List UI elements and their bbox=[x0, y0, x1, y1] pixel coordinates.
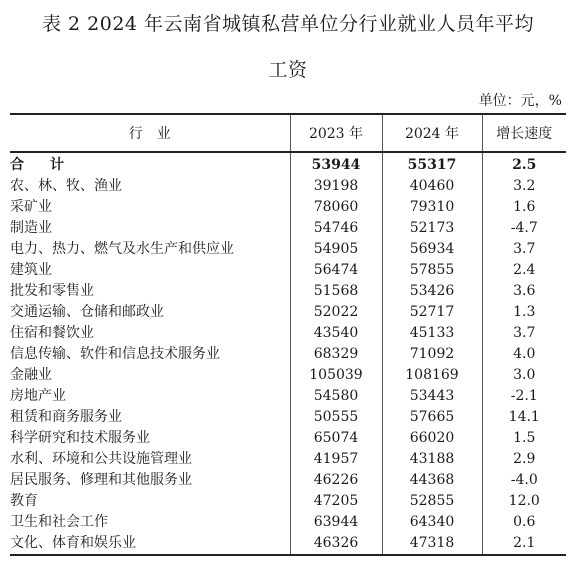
industry-cell: 电力、热力、燃气及水生产和供应业 bbox=[10, 241, 234, 257]
header-2024: 2024 年 bbox=[382, 114, 482, 152]
industry-cell: 制造业 bbox=[10, 220, 52, 236]
wage-2023-cell: 46226 bbox=[290, 470, 382, 491]
wage-2023-cell: 41957 bbox=[290, 449, 382, 470]
header-row bbox=[10, 114, 566, 152]
table-title-line2: 工资 bbox=[268, 59, 308, 81]
wage-2024-cell: 66020 bbox=[382, 428, 482, 449]
wage-2024-cell: 44368 bbox=[382, 470, 482, 491]
table-row bbox=[10, 470, 566, 491]
wage-2024-cell: 43188 bbox=[382, 449, 482, 470]
wage-2023-cell: 56474 bbox=[290, 260, 382, 281]
wage-2023-cell: 53944 bbox=[290, 152, 382, 176]
growth-cell: 14.1 bbox=[482, 407, 566, 428]
industry-cell: 信息传输、软件和信息技术服务业 bbox=[10, 346, 220, 362]
table-row bbox=[10, 260, 566, 281]
wage-2023-cell: 65074 bbox=[290, 428, 382, 449]
wage-2023-cell: 50555 bbox=[290, 407, 382, 428]
wage-table bbox=[10, 113, 566, 556]
industry-cell: 卫生和社会工作 bbox=[10, 514, 108, 530]
wage-2024-cell: 55317 bbox=[382, 152, 482, 176]
table-row bbox=[10, 512, 566, 533]
industry-cell: 金融业 bbox=[10, 367, 52, 383]
table-row bbox=[10, 281, 566, 302]
industry-cell: 科学研究和技术服务业 bbox=[10, 430, 150, 446]
industry-cell: 交通运输、仓储和邮政业 bbox=[10, 304, 164, 320]
table-row bbox=[10, 239, 566, 260]
wage-2024-cell: 52717 bbox=[382, 302, 482, 323]
growth-cell: 2.1 bbox=[482, 533, 566, 555]
header-growth: 增长速度 bbox=[482, 114, 566, 152]
wage-2024-cell: 79310 bbox=[382, 197, 482, 218]
wage-2023-cell: 39198 bbox=[290, 176, 382, 197]
table-row bbox=[10, 176, 566, 197]
growth-cell: 3.0 bbox=[482, 365, 566, 386]
wage-2024-cell: 53443 bbox=[382, 386, 482, 407]
industry-cell: 房地产业 bbox=[10, 388, 66, 404]
growth-cell: -4.0 bbox=[482, 470, 566, 491]
growth-cell: 0.6 bbox=[482, 512, 566, 533]
wage-2024-cell: 53426 bbox=[382, 281, 482, 302]
industry-cell: 租赁和商务服务业 bbox=[10, 409, 122, 425]
wage-2024-cell: 108169 bbox=[382, 365, 482, 386]
wage-2024-cell: 40460 bbox=[382, 176, 482, 197]
growth-cell: -2.1 bbox=[482, 386, 566, 407]
table-row bbox=[10, 533, 566, 555]
wage-2023-cell: 43540 bbox=[290, 323, 382, 344]
wage-2023-cell: 54580 bbox=[290, 386, 382, 407]
total-row bbox=[10, 152, 566, 176]
table-row bbox=[10, 323, 566, 344]
table-row bbox=[10, 365, 566, 386]
industry-cell: 教育 bbox=[10, 493, 38, 509]
wage-2023-cell: 63944 bbox=[290, 512, 382, 533]
wage-2024-cell: 57665 bbox=[382, 407, 482, 428]
table-row bbox=[10, 197, 566, 218]
growth-cell: 2.9 bbox=[482, 449, 566, 470]
growth-cell: -4.7 bbox=[482, 218, 566, 239]
growth-cell: 2.5 bbox=[482, 152, 566, 176]
growth-cell: 3.2 bbox=[482, 176, 566, 197]
header-industry: 行 业 bbox=[10, 114, 290, 152]
table-row bbox=[10, 491, 566, 512]
unit-note: 单位：元，% bbox=[478, 93, 562, 109]
wage-2024-cell: 57855 bbox=[382, 260, 482, 281]
industry-cell: 文化、体育和娱乐业 bbox=[10, 533, 290, 555]
growth-cell: 1.6 bbox=[482, 197, 566, 218]
wage-2024-cell: 56934 bbox=[382, 239, 482, 260]
industry-cell: 采矿业 bbox=[10, 199, 52, 215]
table-row bbox=[10, 386, 566, 407]
wage-2023-cell: 52022 bbox=[290, 302, 382, 323]
wage-2023-cell: 54746 bbox=[290, 218, 382, 239]
wage-2024-cell: 47318 bbox=[382, 533, 482, 555]
growth-cell: 12.0 bbox=[482, 491, 566, 512]
wage-2023-cell: 46326 bbox=[290, 533, 382, 555]
industry-cell: 住宿和餐饮业 bbox=[10, 325, 94, 341]
industry-cell: 批发和零售业 bbox=[10, 283, 94, 299]
wage-2023-cell: 47205 bbox=[290, 491, 382, 512]
wage-2023-cell: 105039 bbox=[290, 365, 382, 386]
table-row bbox=[10, 302, 566, 323]
industry-cell: 建筑业 bbox=[10, 262, 52, 278]
industry-cell: 居民服务、修理和其他服务业 bbox=[10, 472, 192, 488]
table-row bbox=[10, 449, 566, 470]
wage-2024-cell: 45133 bbox=[382, 323, 482, 344]
growth-cell: 1.3 bbox=[482, 302, 566, 323]
growth-cell: 3.7 bbox=[482, 323, 566, 344]
table-row bbox=[10, 218, 566, 239]
wage-2023-cell: 78060 bbox=[290, 197, 382, 218]
wage-2023-cell: 51568 bbox=[290, 281, 382, 302]
industry-cell: 水利、环境和公共设施管理业 bbox=[10, 451, 192, 467]
wage-2023-cell: 54905 bbox=[290, 239, 382, 260]
table-row bbox=[10, 407, 566, 428]
growth-cell: 3.6 bbox=[482, 281, 566, 302]
wage-2024-cell: 52173 bbox=[382, 218, 482, 239]
wage-2024-cell: 52855 bbox=[382, 491, 482, 512]
wage-2023-cell: 68329 bbox=[290, 344, 382, 365]
table-row bbox=[10, 344, 566, 365]
growth-cell: 2.4 bbox=[482, 260, 566, 281]
growth-cell: 3.7 bbox=[482, 239, 566, 260]
wage-2024-cell: 71092 bbox=[382, 344, 482, 365]
header-2023: 2023 年 bbox=[290, 114, 382, 152]
table-title-line1: 表 2 2024 年云南省城镇私营单位分行业就业人员年平均 bbox=[41, 13, 535, 35]
table-row bbox=[10, 428, 566, 449]
industry-cell: 农、林、牧、渔业 bbox=[10, 178, 122, 194]
growth-cell: 4.0 bbox=[482, 344, 566, 365]
industry-cell: 合 计 bbox=[10, 157, 70, 173]
wage-2024-cell: 64340 bbox=[382, 512, 482, 533]
growth-cell: 1.5 bbox=[482, 428, 566, 449]
